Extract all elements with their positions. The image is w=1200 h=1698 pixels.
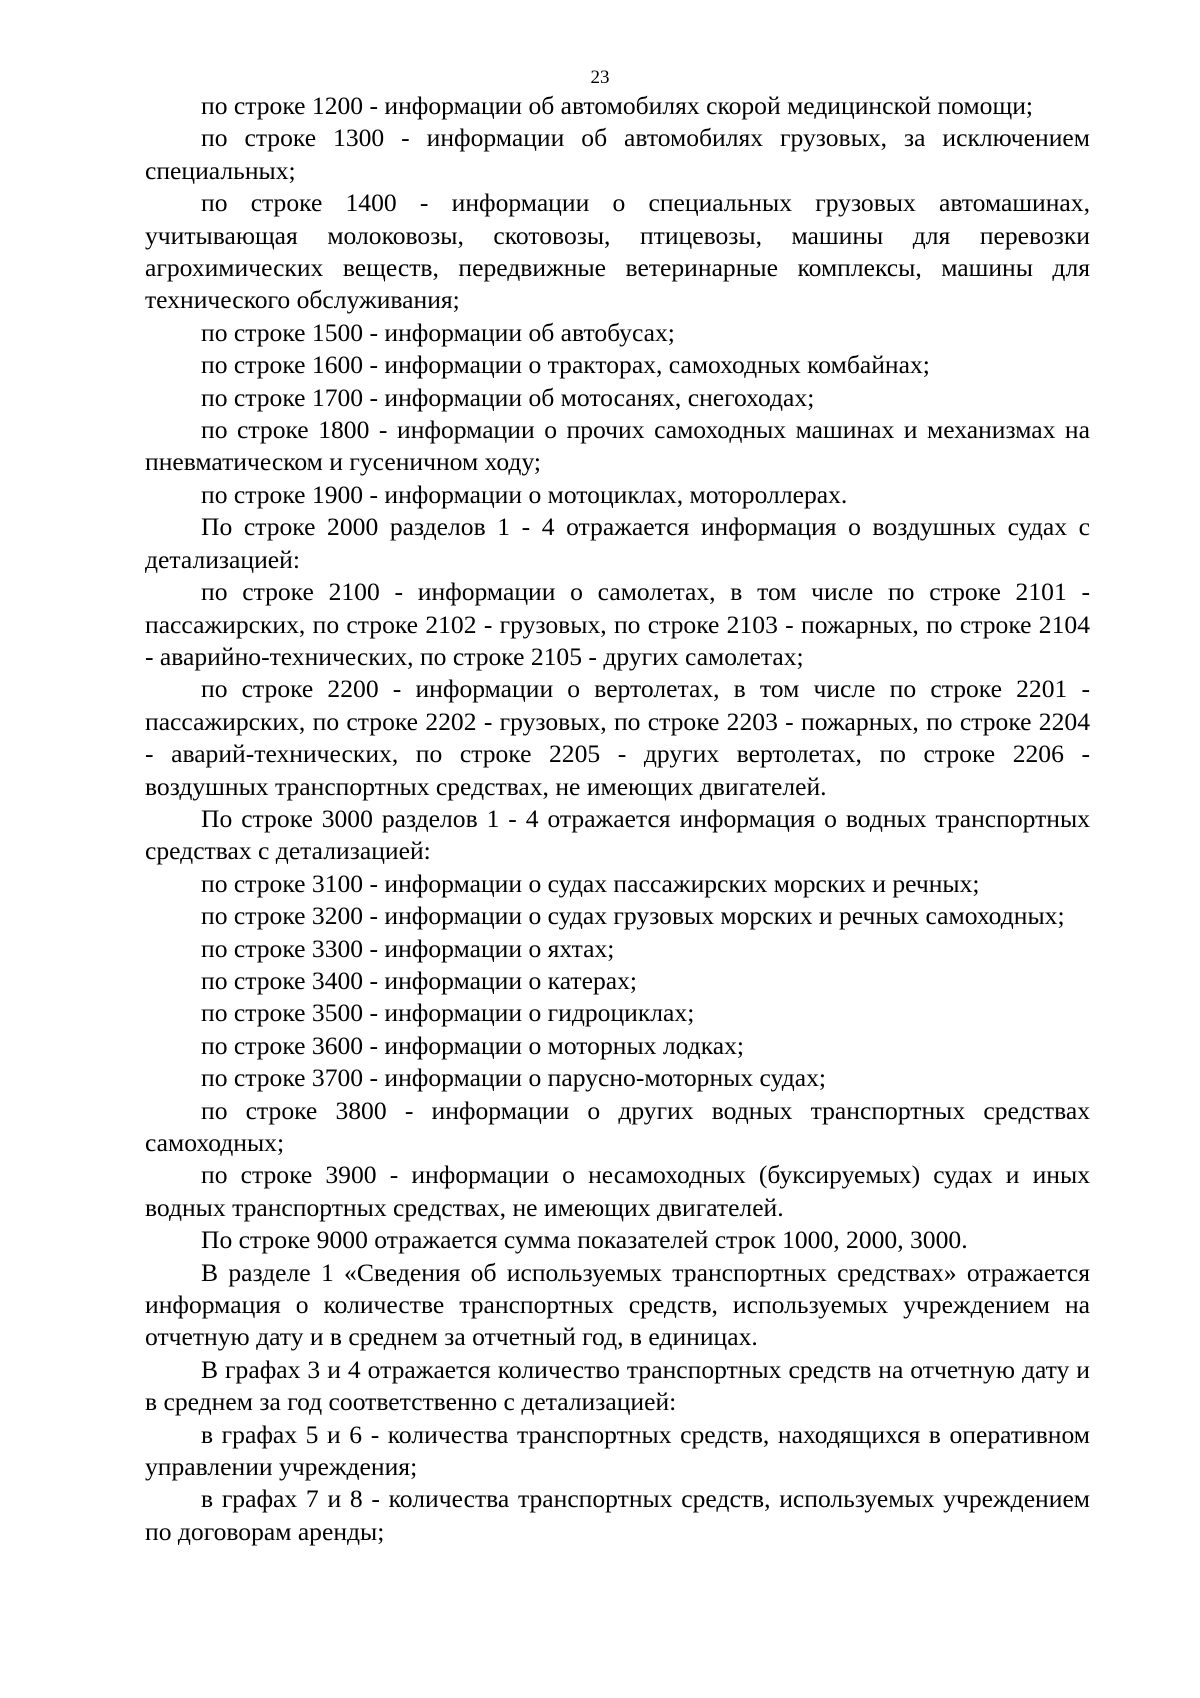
paragraph: В графах 3 и 4 отражается количество транспортных средств на отчетную дату и в среднем за год соответственно с детализацией: <box>145 1354 1090 1417</box>
paragraph: по строке 3100 - информации о судах пассажирских морских и речных; <box>201 868 980 898</box>
paragraph: по строке 1700 - информации об мотосанях, снегоходах; <box>201 382 815 412</box>
paragraph: В разделе 1 «Сведения об используемых транспортных средствах» отражается информация о количестве транспортных средств, используемых учреждением на отчетную дату и в среднем за отчетный год, в единицах. <box>145 1257 1090 1352</box>
paragraph: в графах 7 и 8 - количества транспортных средств, используемых учреждением по договорам аренды; <box>145 1484 1090 1546</box>
page-number: 23 <box>590 67 610 88</box>
paragraph: по строке 1200 - информации об автомобилях скорой медицинской помощи; <box>201 91 1033 120</box>
paragraph: По строке 9000 отражается сумма показателей строк 1000, 2000, 3000. <box>201 1225 968 1255</box>
paragraph: по строке 2200 - информации о вертолетах, в том числе по строке 2201 - пассажирских, по строке 2202 - грузовых, по строке 2203 - пожарных, по строке 2204 - аварий-технических, по строке 2205 - других вертолетах, по строке 2206 - воздушных транспортных средствах, не имеющих двигателей. <box>145 674 1090 801</box>
paragraph: по строке 1900 - информации о мотоциклах, мотороллерах. <box>201 479 848 509</box>
paragraph: по строке 3900 - информации о несамоходных (буксируемых) судах и иных водных транспортных средствах, не имеющих двигателей. <box>145 1160 1090 1222</box>
paragraph: по строке 3200 - информации о судах грузовых морских и речных самоходных; <box>201 901 1065 931</box>
document-body <box>145 90 1090 1548</box>
paragraph: по строке 3700 - информации о парусно-моторных судах; <box>201 1063 827 1093</box>
paragraph: по строке 3400 - информации о катерах; <box>201 965 638 995</box>
paragraph: По строке 2000 разделов 1 - 4 отражается информация о воздушных судах с детализацией: <box>145 512 1090 574</box>
paragraph: по строке 3600 - информации о моторных лодках; <box>201 1030 745 1060</box>
paragraph: по строке 3500 - информации о гидроциклах; <box>201 998 695 1028</box>
paragraph: по строке 1300 - информации об автомобилях грузовых, за исключением специальных; <box>145 123 1090 185</box>
paragraph: по строке 1600 - информации о тракторах, самоходных комбайнах; <box>201 350 930 380</box>
paragraph: по строке 2100 - информации о самолетах, в том числе по строке 2101 - пассажирских, по строке 2102 - грузовых, по строке 2103 - пожарных, по строке 2104 - аварийно-технических, по строке 2105 - других самолетах; <box>145 577 1090 671</box>
paragraph: в графах 5 и 6 - количества транспортных средств, находящихся в оперативном управлении учреждения; <box>145 1419 1090 1482</box>
paragraph: по строке 3800 - информации о других водных транспортных средствах самоходных; <box>145 1095 1090 1157</box>
paragraph: По строке 3000 разделов 1 - 4 отражается информация о водных транспортных средствах с детализацией: <box>145 803 1090 866</box>
paragraph: по строке 3300 - информации о яхтах; <box>201 933 615 963</box>
paragraph: по строке 1800 - информации о прочих самоходных машинах и механизмах на пневматическом и гусеничном ходу; <box>145 415 1090 477</box>
paragraph: по строке 1400 - информации о специальных грузовых автомашинах, учитывающая молоковозы, скотовозы, птицевозы, машины для перевозки агрохимических веществ, передвижные ветеринарные комплексы, машины для технического обслуживания; <box>145 188 1090 315</box>
paragraph: по строке 1500 - информации об автобусах; <box>201 317 675 347</box>
